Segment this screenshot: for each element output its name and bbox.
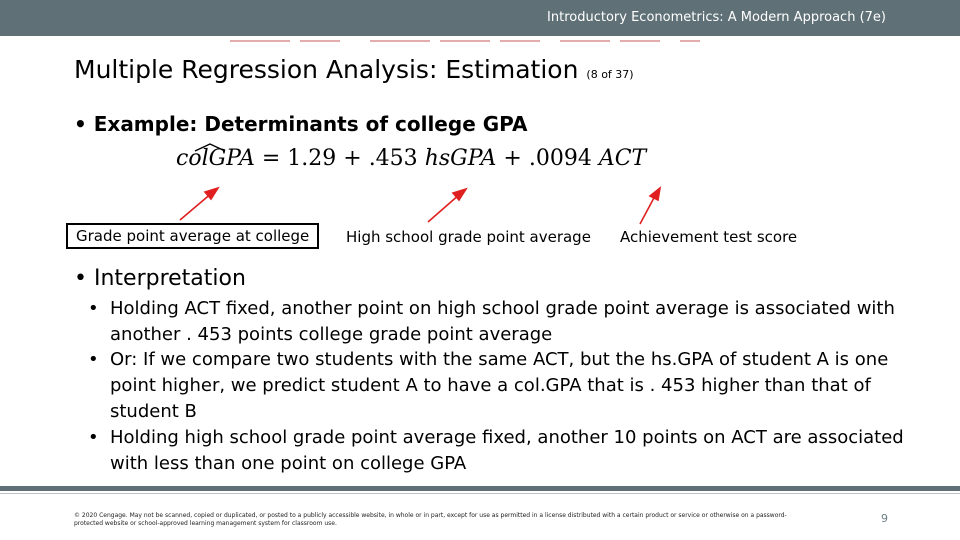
sub-bullet-3-text: Holding high school grade point average fixed, another 10 points on ACT are associated with less than one point on college GPA bbox=[110, 427, 904, 474]
sub-bullet-2 bbox=[88, 347, 908, 425]
copyright-notice: © 2020 Cengage. May not be scanned, copied or duplicated, or posted to a publicly accessible website, in whole or in part, except for use as permitted in a license distributed with a certain product or service or otherwise on a password-protected website or school-approved learning management system for classroom use. bbox=[74, 512, 787, 527]
label-act: Achievement test score bbox=[620, 228, 798, 246]
sub-bullet-1-text: Holding ACT fixed, another point on high school grade point average is associated with another . 453 points college grade point average bbox=[110, 298, 895, 345]
equation-var1: hsGPA bbox=[424, 146, 497, 171]
sub-bullet-3 bbox=[88, 425, 908, 477]
slide-count: (8 of 37) bbox=[586, 68, 634, 81]
equation-var2: ACT bbox=[598, 146, 647, 171]
sub-bullet-1 bbox=[88, 296, 908, 348]
slide-title-text: Multiple Regression Analysis: Estimation bbox=[74, 55, 579, 84]
equation-lhs: colGPA bbox=[176, 146, 255, 171]
arrowhead-3 bbox=[650, 188, 660, 200]
bullet-example-text: Example: Determinants of college GPA bbox=[93, 112, 528, 136]
bullet-interpretation-text: Interpretation bbox=[93, 266, 246, 291]
bullet-interpretation: • Interpretation bbox=[74, 266, 246, 291]
page-number: 9 bbox=[881, 512, 888, 525]
bullet-example: • Example: Determinants of college GPA bbox=[74, 112, 528, 136]
bullet-dot: • bbox=[88, 349, 99, 370]
label-hs-gpa: High school grade point average bbox=[346, 228, 591, 246]
label-college-gpa: Grade point average at college bbox=[66, 223, 319, 249]
bullet-dot: • bbox=[88, 298, 99, 319]
book-title: Introductory Econometrics: A Modern Approach (7e) bbox=[547, 10, 886, 25]
bullet-dot: • bbox=[88, 427, 99, 448]
footer-divider bbox=[0, 493, 960, 494]
arrow-2 bbox=[428, 194, 460, 222]
footer-bar bbox=[0, 486, 960, 491]
equation-rhs-2: + .0094 bbox=[503, 146, 592, 171]
sub-bullet-2-text: Or: If we compare two students with the same ACT, but the hs.GPA of student A is one point higher, we predict student A to have a col.GPA that is . 453 higher than that of student B bbox=[110, 349, 889, 422]
equation-rhs-1: = 1.29 + .453 bbox=[261, 146, 418, 171]
